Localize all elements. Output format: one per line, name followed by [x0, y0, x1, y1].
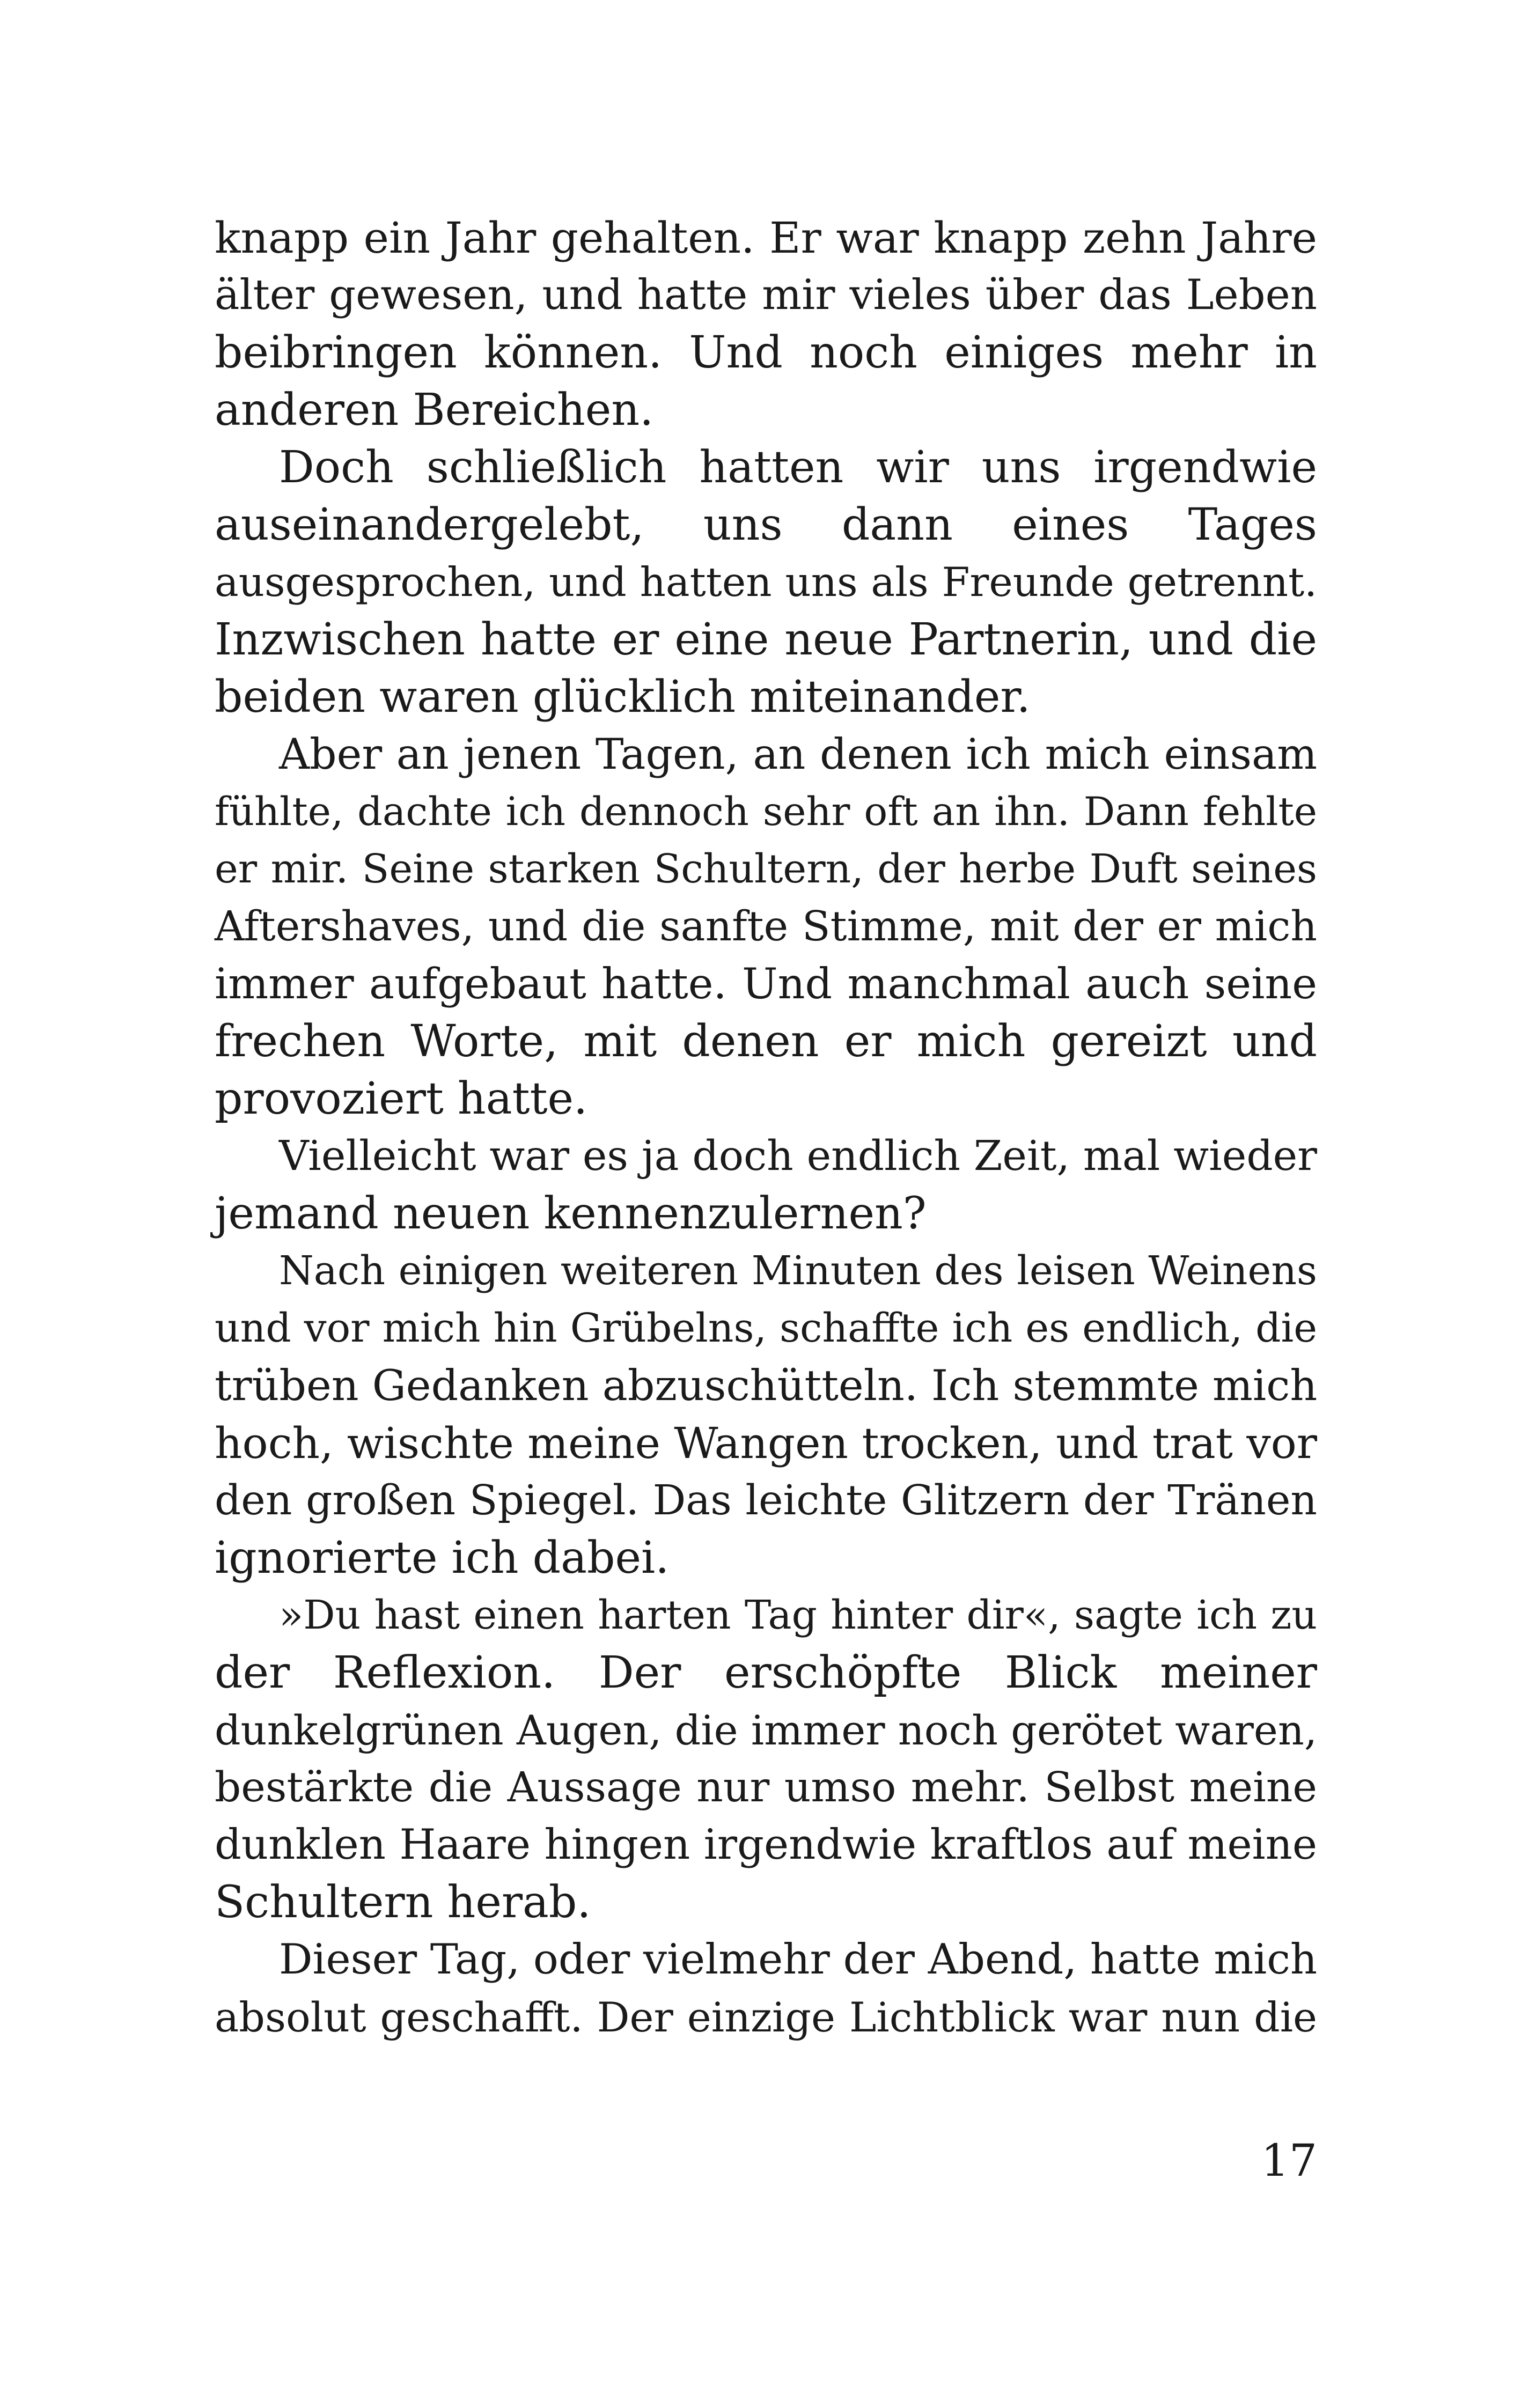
text-line: jemand neuen kennenzulernen? — [215, 1188, 927, 1239]
text-line: Vielleicht war es ja doch endlich Zeit, mal wieder — [279, 1132, 1317, 1180]
text-line: immer aufgebaut hatte. Und manchmal auch seine — [215, 959, 1317, 1008]
text-line: frechen Worte, mit denen er mich gereizt und — [215, 1016, 1317, 1067]
text-line: trüben Gedanken abzuschütteln. Ich stemmte mich — [215, 1361, 1318, 1410]
text-line: Nach einigen weiteren Minuten des leisen Weinens — [279, 1248, 1317, 1294]
text-line: dunklen Haare hingen irgendwie kraftlos auf meine — [215, 1821, 1317, 1869]
text-line: Aftershaves, und die sanfte Stimme, mit der er mich — [215, 903, 1317, 951]
text-line: den großen Spiegel. Das leichte Glitzern der Tränen — [215, 1477, 1317, 1525]
text-line: beiden waren glücklich miteinander. — [215, 672, 1031, 723]
text-line: bestärkte die Aussage nur umso mehr. Selbst meine — [215, 1764, 1317, 1811]
text-line: Doch schließlich hatten wir uns irgendwie — [279, 442, 1317, 493]
text-line: Dieser Tag, oder vielmehr der Abend, hatte mich — [279, 1935, 1318, 1984]
text-line: fühlte, dachte ich dennoch sehr oft an ihn. Dann fehlte — [215, 789, 1317, 835]
text-line: anderen Bereichen. — [215, 385, 654, 436]
text-line: knapp ein Jahr gehalten. Er war knapp zehn Jahre — [215, 213, 1317, 263]
text-line: »Du hast einen harten Tag hinter dir«, sagte ich zu — [279, 1592, 1317, 1638]
text-line: dunkelgrünen Augen, die immer noch gerötet waren, — [215, 1706, 1317, 1754]
text-line: Schultern herab. — [215, 1877, 591, 1928]
page-number: 17 — [1261, 2135, 1317, 2186]
text-line: der Reflexion. Der erschöpfte Blick meiner — [215, 1647, 1317, 1698]
text-line: beibringen können. Und noch einiges mehr in — [215, 327, 1317, 378]
text-line: provoziert hatte. — [215, 1073, 588, 1124]
text-line: Inzwischen hatte er eine neue Partnerin, und die — [215, 614, 1317, 665]
text-line: er mir. Seine starken Schultern, der herbe Duft seines — [215, 846, 1317, 892]
text-line: absolut geschafft. Der einzige Lichtblick war nun die — [215, 1993, 1317, 2041]
body-text — [215, 209, 1317, 2046]
text-line: ausgesprochen, und hatten uns als Freunde getrennt. — [215, 558, 1317, 606]
text-line: Aber an jenen Tagen, an denen ich mich einsam — [279, 730, 1317, 779]
text-line: ignorierte ich dabei. — [215, 1533, 670, 1584]
text-line: und vor mich hin Grübelns, schaffte ich es endlich, die — [215, 1305, 1317, 1351]
text-line: auseinandergelebt, uns dann eines Tages — [215, 499, 1317, 550]
text-line: hoch, wischte meine Wangen trocken, und trat vor — [215, 1418, 1317, 1468]
text-line: älter gewesen, und hatte mir vieles über das Leben — [215, 271, 1317, 319]
